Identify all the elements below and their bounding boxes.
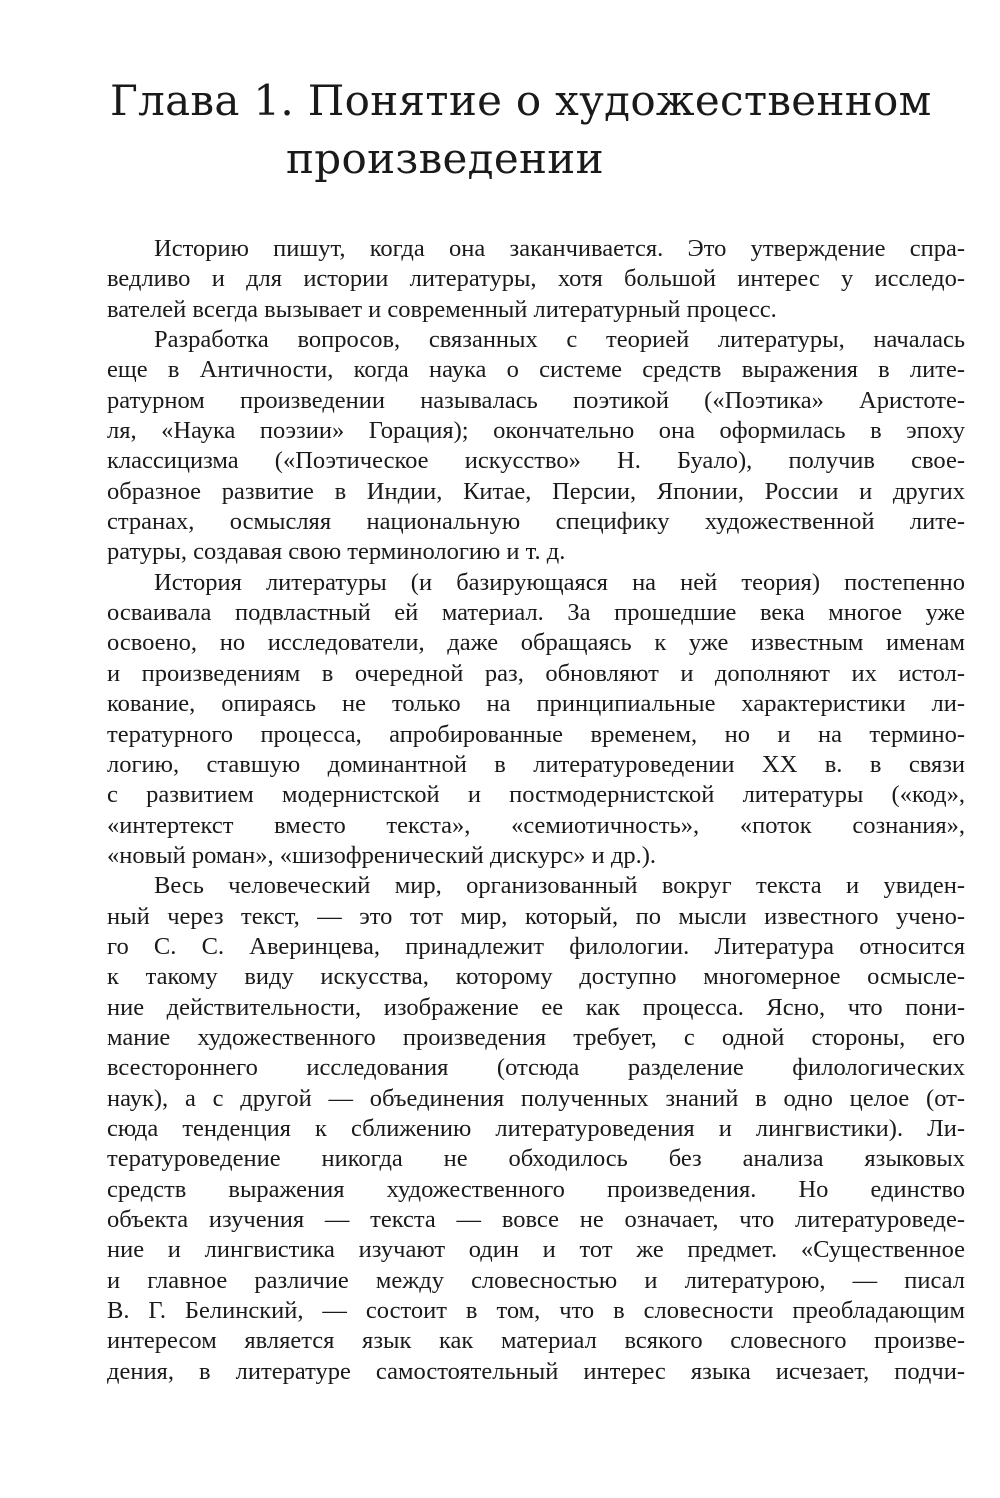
paragraph-2 xyxy=(107,325,965,568)
text-line: вателей всегда вызывает и современный литературный процесс. xyxy=(107,295,777,323)
text-line: «новый роман», «шизофренический дискурс» и др.). xyxy=(107,841,657,869)
text-line: всестороннего исследования (отсюда разделение филологических xyxy=(107,1054,965,1082)
text-line: и главное различие между словесностью и литературою, — писал xyxy=(107,1266,965,1294)
text-line: интересом является язык как материал всякого словесного произве- xyxy=(107,1327,965,1355)
text-line: В. Г. Белинский, — состоит в том, что в словесности преобладающим xyxy=(107,1297,965,1325)
text-line: освоено, но исследователи, даже обращаясь к уже известным именам xyxy=(107,629,965,657)
paragraph-4 xyxy=(107,871,965,1387)
text-line: ние действительности, изображение ее как процесса. Ясно, что пони- xyxy=(107,993,965,1021)
text-line: и произведениям в очередной раз, обновляют и дополняют их истол- xyxy=(107,659,965,687)
text-line: к такому виду искусства, которому доступно многомерное осмысле- xyxy=(107,963,965,991)
body-text xyxy=(107,234,965,1387)
paragraph-1 xyxy=(107,234,965,325)
text-line: с развитием модернистской и постмодернистской литературы («код», xyxy=(107,781,965,809)
text-line: История литературы (и базирующаяся на ней теория) постепенно xyxy=(154,568,965,596)
text-line: Разработка вопросов, связанных с теорией литературы, началась xyxy=(154,326,965,354)
text-line: Весь человеческий мир, организованный вокруг текста и увиден- xyxy=(154,872,965,900)
chapter-title xyxy=(110,72,932,188)
paragraph-3 xyxy=(107,568,965,871)
text-line: «интертекст вместо текста», «семиотичность», «поток сознания», xyxy=(107,811,965,839)
text-line: сюда тенденция к сближению литературоведения и лингвистики). Ли- xyxy=(107,1114,965,1142)
text-line: ратуры, создавая свою терминологию и т. д. xyxy=(107,538,566,566)
text-line: тературоведение никогда не обходилось без анализа языковых xyxy=(107,1145,965,1173)
text-line: тературного процесса, апробированные временем, но и на термино- xyxy=(107,720,965,748)
text-line: ля, «Наука поэзии» Горация); окончательно она оформилась в эпоху xyxy=(107,417,965,445)
text-line: образное развитие в Индии, Китае, Персии, Японии, России и других xyxy=(107,477,965,505)
text-line: го С. С. Аверинцева, принадлежит филологии. Литература относится xyxy=(107,932,965,960)
chapter-title-line-2: произведении xyxy=(286,134,604,183)
text-line: кование, опираясь не только на принципиальные характеристики ли- xyxy=(107,690,965,718)
chapter-title-line-1: Глава 1. Понятие о художественном xyxy=(110,76,932,125)
text-line: странах, осмысляя национальную специфику художественной лите- xyxy=(107,508,965,536)
text-line: классицизма («Поэтическое искусство» Н. Буало), получив свое- xyxy=(107,447,965,475)
text-line: ние и лингвистика изучают один и тот же предмет. «Существенное xyxy=(107,1236,965,1264)
text-line: наук), а с другой — объединения полученных знаний в одно целое (от- xyxy=(107,1084,965,1112)
text-line: дения, в литературе самостоятельный интерес языка исчезает, подчи- xyxy=(107,1357,965,1385)
text-line: ведливо и для истории литературы, хотя большой интерес у исследо- xyxy=(107,265,965,293)
text-line: Историю пишут, когда она заканчивается. Это утверждение спра- xyxy=(154,235,965,262)
text-line: мание художественного произведения требует, с одной стороны, его xyxy=(107,1023,965,1051)
text-line: ратурном произведении называлась поэтикой («Поэтика» Аристоте- xyxy=(107,386,965,414)
text-line: средств выражения художественного произведения. Но единство xyxy=(107,1175,965,1203)
text-line: логию, ставшую доминантной в литературоведении XX в. в связи xyxy=(107,750,965,778)
text-line: объекта изучения — текста — вовсе не означает, что литературоведе- xyxy=(107,1206,965,1233)
text-line: еще в Античности, когда наука о системе средств выражения в лите- xyxy=(107,356,965,384)
text-line: осваивала подвластный ей материал. За прошедшие века многое уже xyxy=(107,599,965,627)
text-line: ный через текст, — это тот мир, который, по мысли известного учено- xyxy=(107,902,965,930)
